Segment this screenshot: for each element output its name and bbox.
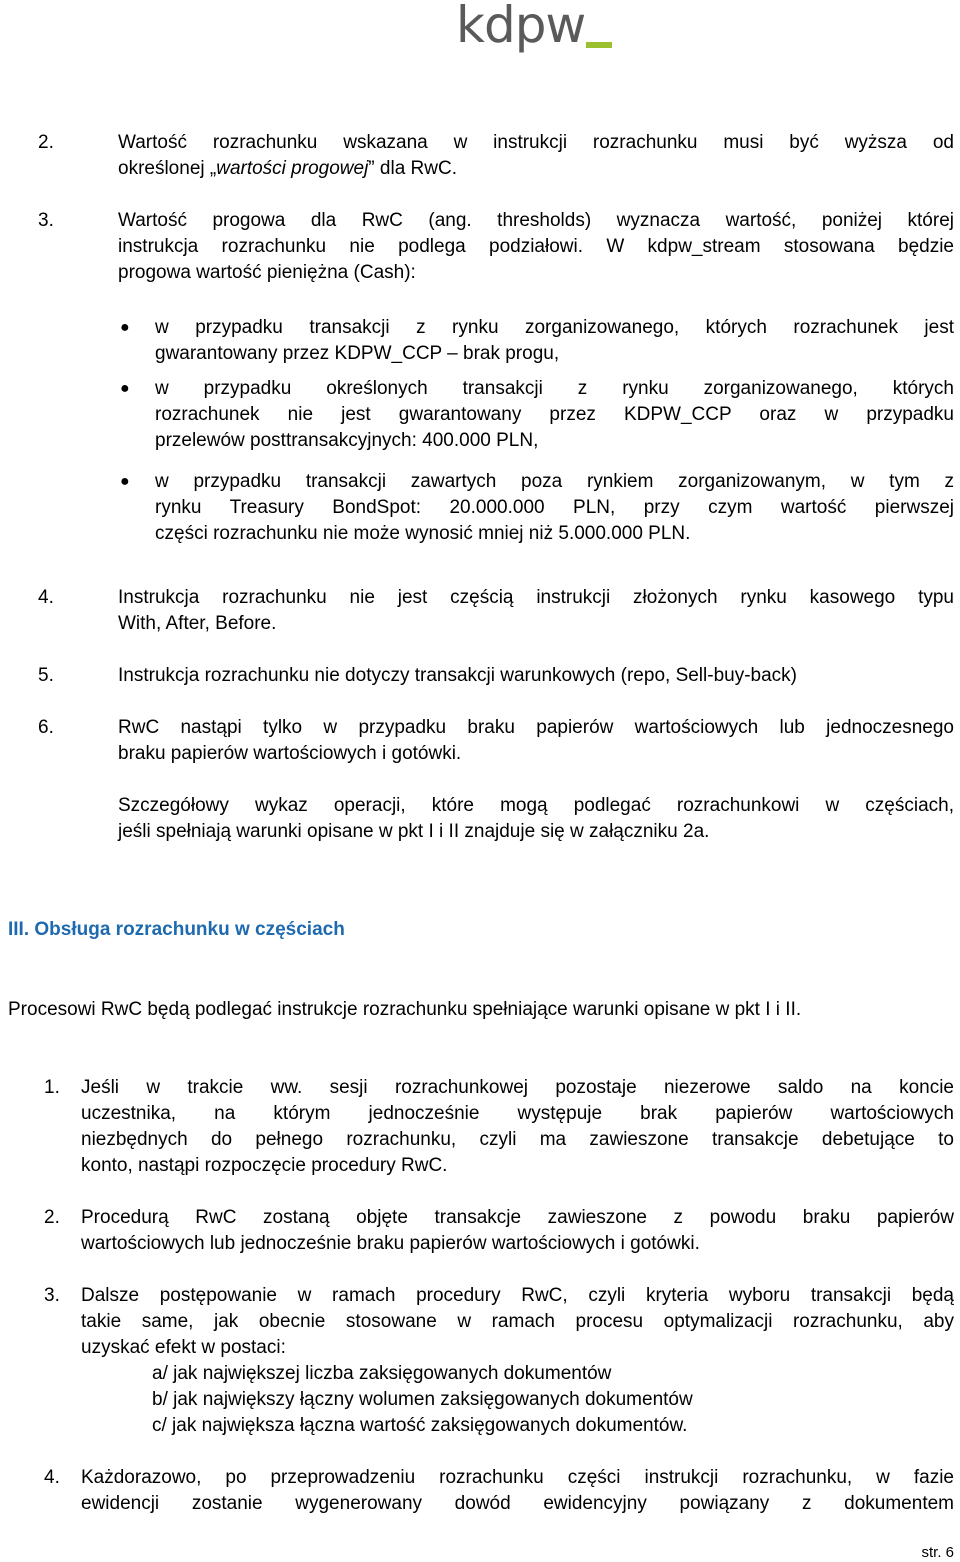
procedure-item-2-text bbox=[81, 1205, 954, 1257]
section-intro: Procesowi RwC będą podlegać instrukcje rozrachunku spełniające warunki opisane w pkt I i II. bbox=[8, 999, 802, 1020]
item-number: 4. bbox=[44, 1467, 60, 1488]
text-line: Instrukcja rozrachunku nie dotyczy transakcji warunkowych (repo, Sell-buy-back) bbox=[118, 665, 797, 686]
bullet-icon: ● bbox=[120, 380, 130, 397]
text-line: jeśli spełniają warunki opisane w pkt I i II znajduje się w załączniku 2a. bbox=[118, 821, 710, 842]
bullet-1-text bbox=[155, 315, 954, 367]
text-line: Dalsze postępowanie w ramach procedury RwC, czyli kryteria wyboru transakcji będą bbox=[81, 1285, 954, 1306]
logo-underscore-bar bbox=[586, 42, 612, 48]
detail-paragraph bbox=[118, 793, 954, 845]
item-number: 2. bbox=[44, 1207, 60, 1228]
bullet-icon: ● bbox=[120, 319, 130, 336]
bullet-icon: ● bbox=[120, 473, 130, 490]
text-line: instrukcja rozrachunku nie podlega podziałowi. W kdpw_stream stosowana będzie bbox=[118, 236, 954, 257]
text-line: Wartość rozrachunku wskazana w instrukcji rozrachunku musi być wyższa od bbox=[118, 132, 954, 153]
text-line: RwC nastąpi tylko w przypadku braku papierów wartościowych lub jednoczesnego bbox=[118, 717, 954, 738]
text-line: uzyskać efekt w postaci: bbox=[81, 1337, 286, 1358]
text-line: takie same, jak obecnie stosowane w ramach procesu optymalizacji rozrachunku, aby bbox=[81, 1311, 954, 1332]
text-line: części rozrachunku nie może wynosić mniej niż 5.000.000 PLN. bbox=[155, 523, 691, 544]
item-number: 2. bbox=[38, 132, 54, 153]
sub-item: b/ jak największy łączny wolumen zaksięgowanych dokumentów bbox=[152, 1389, 693, 1410]
text-line: Szczegółowy wykaz operacji, które mogą podlegać rozrachunkowi w częściach, bbox=[118, 795, 954, 816]
text-line: rynku Treasury BondSpot: 20.000.000 PLN, przy czym wartość pierwszej bbox=[155, 497, 954, 518]
item-number: 6. bbox=[38, 717, 54, 738]
text-line: w przypadku określonych transakcji z rynku zorganizowanego, których bbox=[155, 378, 954, 399]
text-line: w przypadku transakcji zawartych poza rynkiem zorganizowanym, w tym z bbox=[155, 471, 954, 492]
text-line: konto, nastąpi rozpoczęcie procedury RwC. bbox=[81, 1155, 448, 1176]
text-line: wartościowych lub jednocześnie braku papierów wartościowych i gotówki. bbox=[81, 1233, 700, 1254]
page-number: str. 6 bbox=[921, 1544, 954, 1561]
procedure-item-4-text bbox=[81, 1465, 954, 1517]
item-number: 1. bbox=[44, 1077, 60, 1098]
text-line: przelewów posttransakcyjnych: 400.000 PLN, bbox=[155, 430, 539, 451]
sub-item: c/ jak największa łączna wartość zaksięgowanych dokumentów. bbox=[152, 1415, 688, 1436]
text-line: ewidencji zostanie wygenerowany dowód ewidencyjny powiązany z dokumentem bbox=[81, 1493, 954, 1514]
section-heading: III. Obsługa rozrachunku w częściach bbox=[8, 919, 345, 940]
bullet-3-text bbox=[155, 469, 954, 547]
text-line: określonej „wartości progowej” dla RwC. bbox=[118, 158, 457, 179]
text-line: Każdorazowo, po przeprowadzeniu rozrachunku części instrukcji rozrachunku, w fazie bbox=[81, 1467, 954, 1488]
text-line: niezbędnych do pełnego rozrachunku, czyli ma zawieszone transakcje debetujące to bbox=[81, 1129, 954, 1150]
sub-item: a/ jak największej liczba zaksięgowanych dokumentów bbox=[152, 1363, 612, 1384]
text-line: Instrukcja rozrachunku nie jest częścią instrukcji złożonych rynku kasowego typu bbox=[118, 587, 954, 608]
item-number: 5. bbox=[38, 665, 54, 686]
item-number: 3. bbox=[38, 210, 54, 231]
text-line: Wartość progowa dla RwC (ang. thresholds) wyznacza wartość, poniżej której bbox=[118, 210, 954, 231]
text-line: With, After, Before. bbox=[118, 613, 277, 634]
kdpw-logo bbox=[456, 0, 616, 60]
text-line: Jeśli w trakcie ww. sesji rozrachunkowej pozostaje niezerowe saldo na koncie bbox=[81, 1077, 954, 1098]
item-number: 4. bbox=[38, 587, 54, 608]
item-6-text bbox=[118, 715, 954, 767]
procedure-item-3-text bbox=[81, 1283, 954, 1361]
text-line: rozrachunek nie jest gwarantowany przez KDPW_CCP oraz w przypadku bbox=[155, 404, 954, 425]
item-4-text bbox=[118, 585, 954, 637]
item-number: 3. bbox=[44, 1285, 60, 1306]
item-3-text bbox=[118, 208, 954, 286]
text-line: braku papierów wartościowych i gotówki. bbox=[118, 743, 462, 764]
procedure-item-1-text bbox=[81, 1075, 954, 1179]
text-line: gwarantowany przez KDPW_CCP – brak progu, bbox=[155, 343, 560, 364]
bullet-2-text bbox=[155, 376, 954, 454]
text-line: progowa wartość pieniężna (Cash): bbox=[118, 262, 416, 283]
item-5-text bbox=[118, 663, 954, 689]
item-2-text bbox=[118, 130, 954, 182]
text-line: uczestnika, na którym jednocześnie występuje brak papierów wartościowych bbox=[81, 1103, 954, 1124]
text-line: Procedurą RwC zostaną objęte transakcje zawieszone z powodu braku papierów bbox=[81, 1207, 954, 1228]
text-line: w przypadku transakcji z rynku zorganizowanego, których rozrachunek jest bbox=[155, 317, 954, 338]
logo-text: kdpw bbox=[456, 0, 586, 54]
